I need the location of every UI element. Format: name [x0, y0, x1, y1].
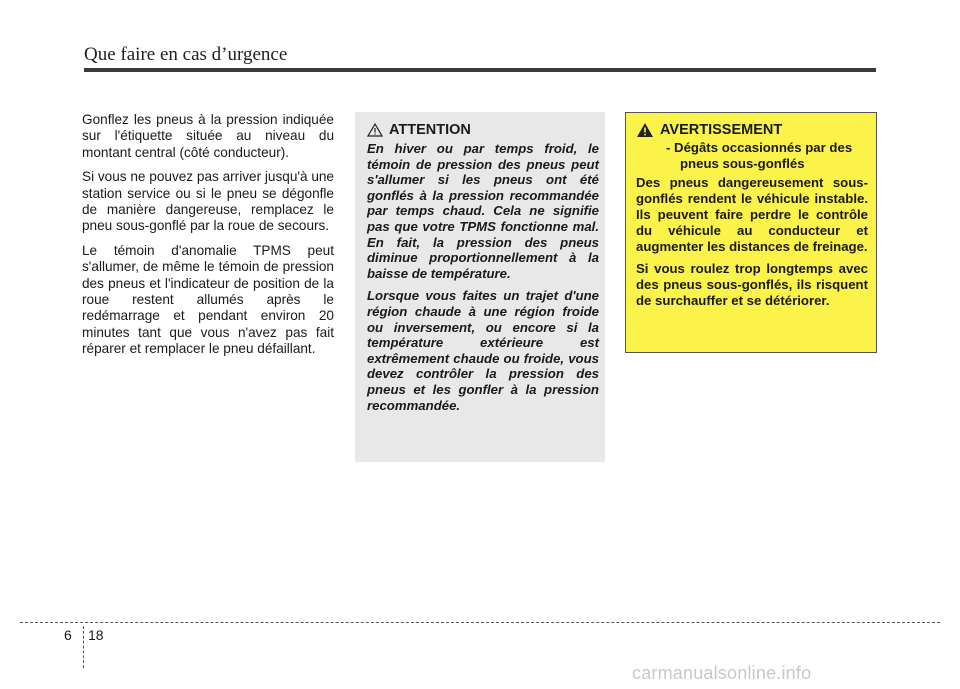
- attention-paragraph: En hiver ou par temps froid, le témoin de pression des pneus peut s'allumer si les pneus ont été gonflés à la pression recommandée par temps chaud. Cela ne signifie pas que votre TPMS fonctionne mal. En fait, la pression des pneus diminue proportionnellement à la baisse de température.: [367, 141, 599, 281]
- attention-heading: [367, 122, 599, 138]
- warning-box: [625, 112, 877, 353]
- warning-paragraph: Si vous roulez trop longtemps avec des pneus sous-gonflés, ils risquent de surchauffer et se détériorer.: [636, 261, 868, 309]
- header-title: Que faire en cas d’urgence: [84, 44, 288, 65]
- footer-divider: [83, 626, 84, 668]
- warning-triangle-outline-icon: [367, 123, 383, 137]
- left-column-text: [82, 112, 334, 366]
- section-number: 6: [64, 627, 72, 643]
- paragraph: Gonflez les pneus à la pression indiquée sur l'étiquette située au niveau du montant central (côté conducteur).: [82, 112, 334, 160]
- watermark: carmanualsonline.info: [632, 663, 812, 683]
- attention-box: [355, 112, 605, 462]
- paragraph: Le témoin d'anomalie TPMS peut s'allumer, de même le témoin de pression des pneus et l'indicateur de position de la roue restent allumés après le redémarrage et pendant environ 20 minutes tant que vous n'avez pas fait réparer et remplacer le pneu défaillant.: [82, 242, 334, 357]
- header-rule: [84, 68, 876, 72]
- warning-subtitle: - Dégâts occasionnés par des pneus sous-gonflés: [666, 140, 853, 171]
- page-number: 18: [88, 627, 104, 643]
- paragraph: Si vous ne pouvez pas arriver jusqu'à une station service ou si le pneu se dégonfle de manière dangereuse, remplacez le pneu sous-gonflé par la roue de secours.: [82, 169, 334, 234]
- warning-triangle-filled-icon: [636, 122, 654, 138]
- warning-paragraph: Des pneus dangereusement sous-gonflés rendent le véhicule instable. Ils peuvent faire perdre le contrôle du véhicule au conducteur et augmenter les distances de freinage.: [636, 175, 868, 255]
- warning-heading: [636, 122, 868, 138]
- attention-paragraph: Lorsque vous faites un trajet d'une région chaude à une région froide ou inversement, ou encore si la température extérieure est extrêmement chaude ou froide, vous devez contrôler la pression des pneus et les gonfler à la pression recommandée.: [367, 288, 599, 413]
- attention-title: ATTENTION: [389, 122, 471, 138]
- footer-rule: [20, 622, 940, 623]
- warning-title: AVERTISSEMENT: [660, 122, 783, 138]
